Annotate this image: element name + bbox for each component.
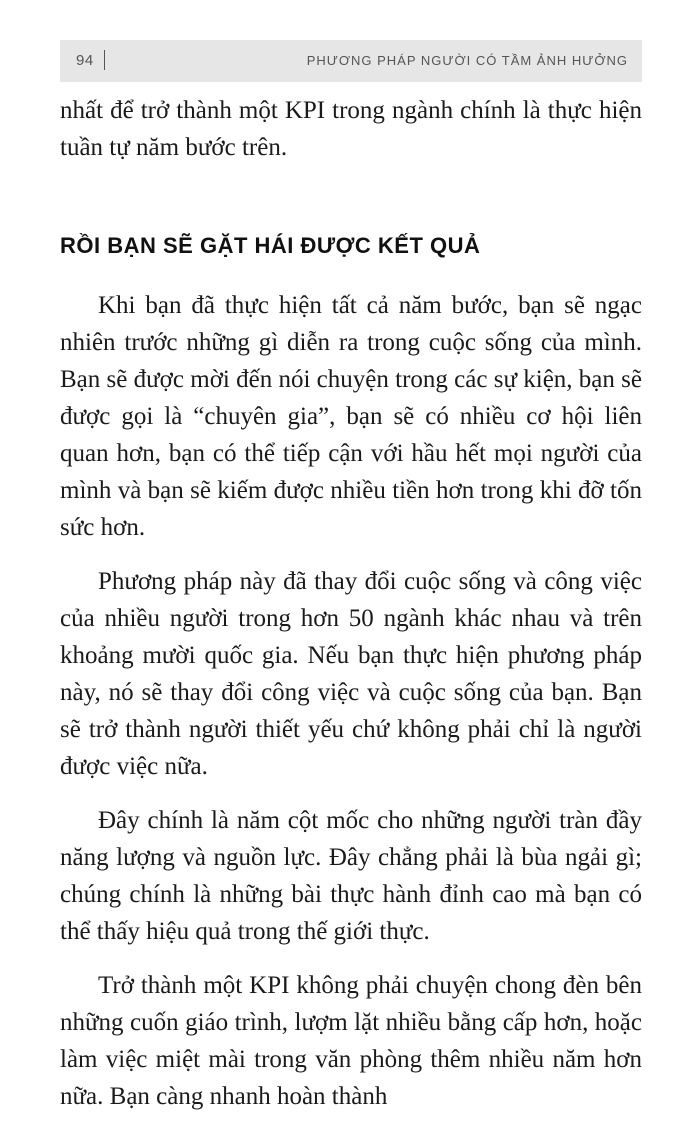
running-title: PHƯƠNG PHÁP NGƯỜI CÓ TẦM ẢNH HƯỞNG	[306, 53, 628, 68]
page-body	[60, 92, 642, 1115]
section-heading: RỒI BẠN SẼ GẶT HÁI ĐƯỢC KẾT QUẢ	[60, 233, 481, 258]
paragraph-4: Trở thành một KPI không phải chuyện chong đèn bên những cuốn giáo trình, lượm lặt nhiều bằng cấp hơn, hoặc làm việc miệt mài trong văn phòng thêm nhiều năm hơn nữa. Bạn càng nhanh hoàn thành	[60, 972, 642, 1110]
header-divider	[104, 50, 105, 70]
paragraph-3: Đây chính là năm cột mốc cho những người tràn đầy năng lượng và nguồn lực. Đây chẳng phải là bùa ngải gì; chúng chính là những bài thực hành đỉnh cao mà bạn có thể thấy hiệu quả trong thế giới thực.	[60, 807, 642, 945]
paragraph-2: Phương pháp này đã thay đổi cuộc sống và công việc của nhiều người trong hơn 50 ngành khác nhau và trên khoảng mười quốc gia. Nếu bạn thực hiện phương pháp này, nó sẽ thay đổi công việc và cuộc sống của bạn. Bạn sẽ trở thành người thiết yếu chứ không phải chỉ là người được việc nữa.	[60, 568, 642, 780]
running-header	[60, 40, 642, 82]
page-number: 94	[76, 52, 94, 69]
continued-paragraph: nhất để trở thành một KPI trong ngành chính là thực hiện tuần tự năm bước trên.	[60, 97, 642, 161]
paragraph-1: Khi bạn đã thực hiện tất cả năm bước, bạn sẽ ngạc nhiên trước những gì diễn ra trong cuộc sống của mình. Bạn sẽ được mời đến nói chuyện trong các sự kiện, bạn sẽ được gọi là “chuyên gia”, bạn sẽ có nhiều cơ hội liên quan hơn, bạn có thể tiếp cận với hầu hết mọi người của mình và bạn sẽ kiếm được nhiều tiền hơn trong khi đỡ tốn sức hơn.	[60, 292, 642, 541]
